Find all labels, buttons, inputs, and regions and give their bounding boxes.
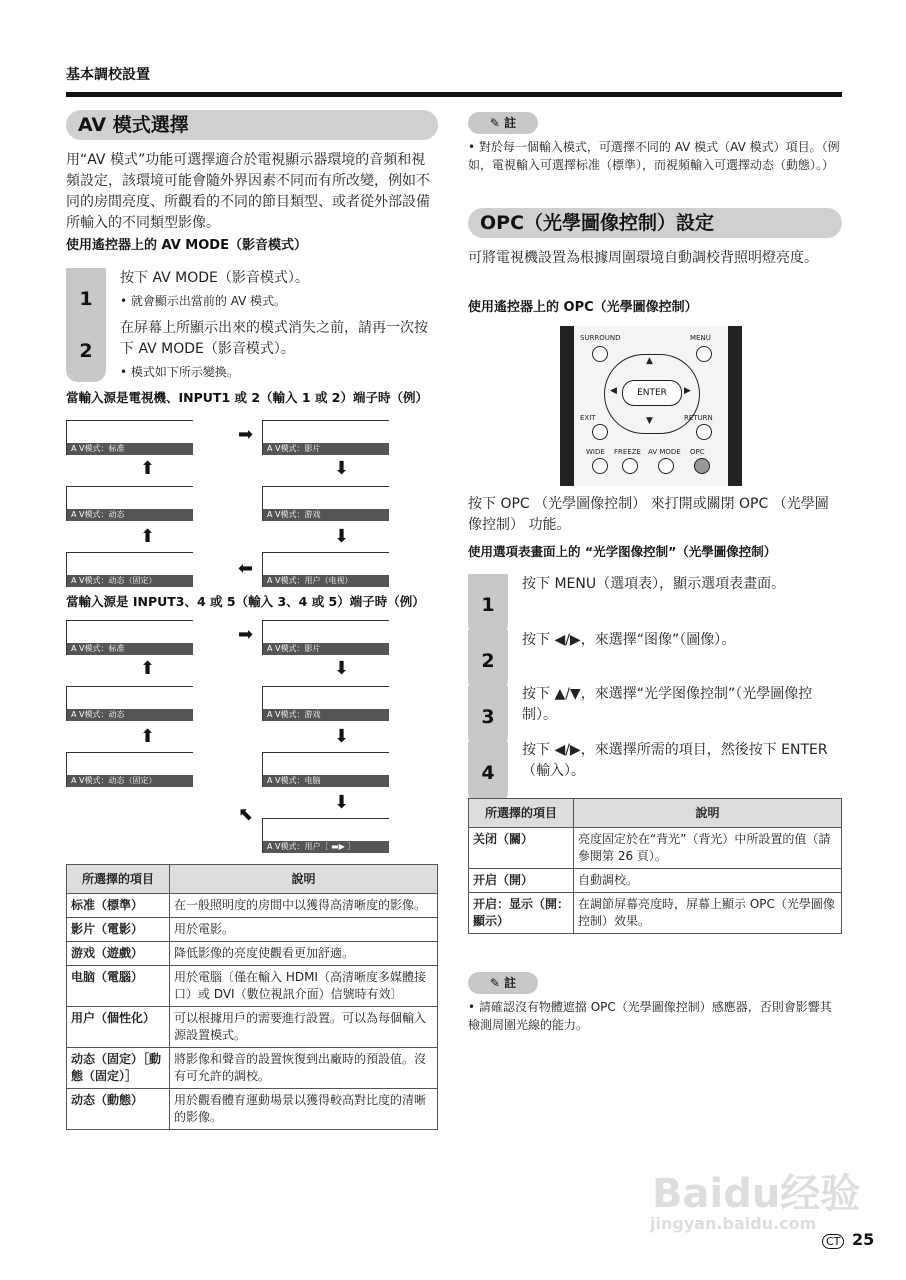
arrow-up-icon: ⬆ [140, 726, 156, 747]
step-2-badge: 2 [66, 320, 106, 382]
table-row: 关闭（關） 亮度固定於在“背光”（背光）中所設置的值（請參閱第 26 頁）。 [469, 828, 842, 869]
av-mode-button[interactable] [658, 458, 674, 474]
av-sub-remote: 使用遙控器上的 AV MODE（影音模式） [66, 238, 307, 253]
opc-press-text: 按下 OPC （光學圖像控制） 來打開或關閉 OPC （光學圖像控制） 功能。 [468, 496, 829, 533]
opc-button[interactable] [694, 458, 710, 474]
table-header: 所選擇的項目 [67, 865, 170, 894]
arrow-left-icon: ⬅ [238, 558, 254, 579]
remote-illustration: SURROUND MENU ENTER ▲ ▼ ◀ ▶ EXIT RETURN WIDE FREEZE AV MODE OPC [560, 326, 742, 486]
screen-game: A V模式：游戏 [262, 686, 389, 721]
opc-title: OPC（光學圖像控制）設定 [468, 208, 842, 238]
table-row: 电脑（電腦） 用於電腦〔僅在輸入 HDMI（高清晰度多媒體接口）或 DVI（數位視訊介面）信號時有效〕 [67, 966, 438, 1007]
baidu-watermark: Baidu经验 [652, 1171, 861, 1217]
arrow-down-icon: ⬇ [334, 726, 350, 747]
step-1-text: 按下 AV MODE（影音模式）。 [120, 270, 309, 286]
step-1-bullet: • 就會顯示出當前的 AV 模式。 [120, 294, 287, 308]
exit-button[interactable] [592, 424, 608, 440]
opc-step-1-text: 按下 MENU（選項表），顯示選項表畫面。 [522, 576, 786, 592]
arrow-up-icon: ⬆ [140, 526, 156, 547]
table-header: 說明 [170, 865, 438, 894]
step-1-badge: 1 [66, 268, 106, 330]
av-mode-title: AV 模式選擇 [66, 110, 438, 140]
screen-pc: A V模式：电脑 [262, 752, 389, 787]
opc-sub-menu: 使用選項表畫面上的 “光学图像控制”（光學圖像控制） [468, 544, 777, 559]
note-1: • 對於每一個輸入模式，可選擇不同的 AV 模式（AV 模式）項目。（例如，電視輸入可選擇标准（標準），而視頻輸入可選擇动态（動態）。） [468, 140, 840, 172]
screen-movie: A V模式：影片 [262, 420, 389, 455]
opc-step-4-text: 按下 ◀/▶，來選擇所需的項目，然後按下 ENTER（輸入）。 [522, 742, 828, 779]
opc-step-1-badge: 1 [468, 574, 508, 636]
language-badge: CT [822, 1234, 844, 1249]
menu-button[interactable] [696, 346, 712, 362]
screen-dynamic: A V模式：动态 [66, 486, 193, 521]
freeze-button[interactable] [622, 458, 638, 474]
table-row: 标准（標準） 在一般照明度的房間中以獲得高清晰度的影像。 [67, 894, 438, 918]
right-arrow-icon: ▶ [684, 386, 691, 396]
screen-dynamic: A V模式：动态 [66, 686, 193, 721]
opc-step-2-badge: 2 [468, 630, 508, 692]
arrow-up-icon: ⬆ [140, 658, 156, 679]
screen-dynamic-fixed: A V模式：动态（固定） [66, 752, 193, 787]
screen-standard: A V模式：标准 [66, 420, 193, 455]
screen-user: A V模式：用户［ ▬▶ ］ [262, 818, 389, 853]
opc-step-4-badge: 4 [468, 742, 508, 804]
table-row: 动态（固定）［動態（固定）］ 將影像和聲音的設置恢復到出廠時的預設值。沒有可允許的調校。 [67, 1048, 438, 1089]
table-row: 影片（電影） 用於電影。 [67, 918, 438, 942]
arrow-down-icon: ⬇ [334, 526, 350, 547]
screen-game: A V模式：游戏 [262, 486, 389, 521]
up-arrow-icon: ▲ [646, 356, 653, 366]
left-arrow-icon: ◀ [610, 386, 617, 396]
arrow-up-icon: ⬆ [140, 458, 156, 479]
step-2-bullet: • 模式如下所示變換。 [120, 365, 239, 379]
screen-standard: A V模式：标准 [66, 620, 193, 655]
opc-intro: 可將電視機設置為根據周圍環境自動調校背照明燈亮度。 [468, 250, 818, 266]
opc-step-2-text: 按下 ◀/▶，來選擇“图像”（圖像）。 [522, 632, 736, 648]
note-badge-2: ✎ 註 [468, 972, 538, 994]
screen-movie: A V模式：影片 [262, 620, 389, 655]
table-row: 游戏（遊戲） 降低影像的亮度使觀看更加舒適。 [67, 942, 438, 966]
table-header: 說明 [574, 799, 842, 828]
down-arrow-icon: ▼ [646, 416, 653, 426]
return-button[interactable] [696, 424, 712, 440]
case1-heading: 當輸入源是電視機、INPUT1 或 2（輸入 1 或 2）端子時（例） [66, 390, 429, 405]
table-header: 所選擇的項目 [469, 799, 574, 828]
baidu-watermark-url: jingyan.baidu.com [650, 1214, 817, 1233]
note-2: • 請確認沒有物體遮擋 OPC（光學圖像控制）感應器，否則會影響其檢測周圍光線的能力。 [468, 1000, 832, 1032]
step-2-text: 在屏幕上所顯示出來的模式消失之前，請再一次按下 AV MODE（影音模式）。 [120, 320, 428, 357]
table-row: 开启：显示（開：顯示） 在調節屏幕亮度時，屏幕上顯示 OPC（光學圖像控制）效果。 [469, 893, 842, 934]
av-mode-table [66, 864, 438, 1130]
table-row: 开启（開） 自動調校。 [469, 869, 842, 893]
opc-step-3-badge: 3 [468, 686, 508, 748]
arrow-right-icon: ➡ [238, 624, 254, 645]
screen-dynamic-fixed: A V模式：动态（固定） [66, 552, 193, 587]
case2-heading: 當輸入源是 INPUT3、4 或 5（輸入 3、4 或 5）端子時（例） [66, 594, 425, 609]
note-badge: ✎ 註 [468, 112, 538, 134]
header-rule [66, 92, 842, 97]
opc-table [468, 798, 842, 934]
wide-button[interactable] [592, 458, 608, 474]
arrow-right-icon: ➡ [238, 424, 254, 445]
page-number: 25 [852, 1230, 875, 1249]
opc-step-3-text: 按下 ▲/▼，來選擇“光学图像控制”（光學圖像控制）。 [522, 686, 813, 723]
table-row: 动态（動態） 用於觀看體育運動場景以獲得較高對比度的清晰的影像。 [67, 1089, 438, 1130]
arrow-down-icon: ⬇ [334, 658, 350, 679]
table-row: 用户（個性化） 可以根據用戶的需要進行設置。可以為每個輸入源設置模式。 [67, 1007, 438, 1048]
enter-button[interactable]: ENTER [622, 380, 682, 406]
arrow-up-left-icon: ⬉ [238, 804, 254, 825]
opc-sub-remote: 使用遙控器上的 OPC（光學圖像控制） [468, 300, 698, 315]
arrow-down-icon: ⬇ [334, 792, 350, 813]
av-intro: 用“AV 模式”功能可選擇適合於電視顯示器環境的音頻和視頻設定，該環境可能會隨外界因素不同而有所改變，例如不同的房間亮度、所觀看的不同的節目類型、或者從外部設備所輸入的不同類型影像。 [66, 152, 430, 231]
arrow-down-icon: ⬇ [334, 458, 350, 479]
surround-button[interactable] [592, 346, 608, 362]
screen-user-tv: A V模式：用户（电视） [262, 552, 389, 587]
section-header: 基本調校設置 [66, 67, 150, 83]
